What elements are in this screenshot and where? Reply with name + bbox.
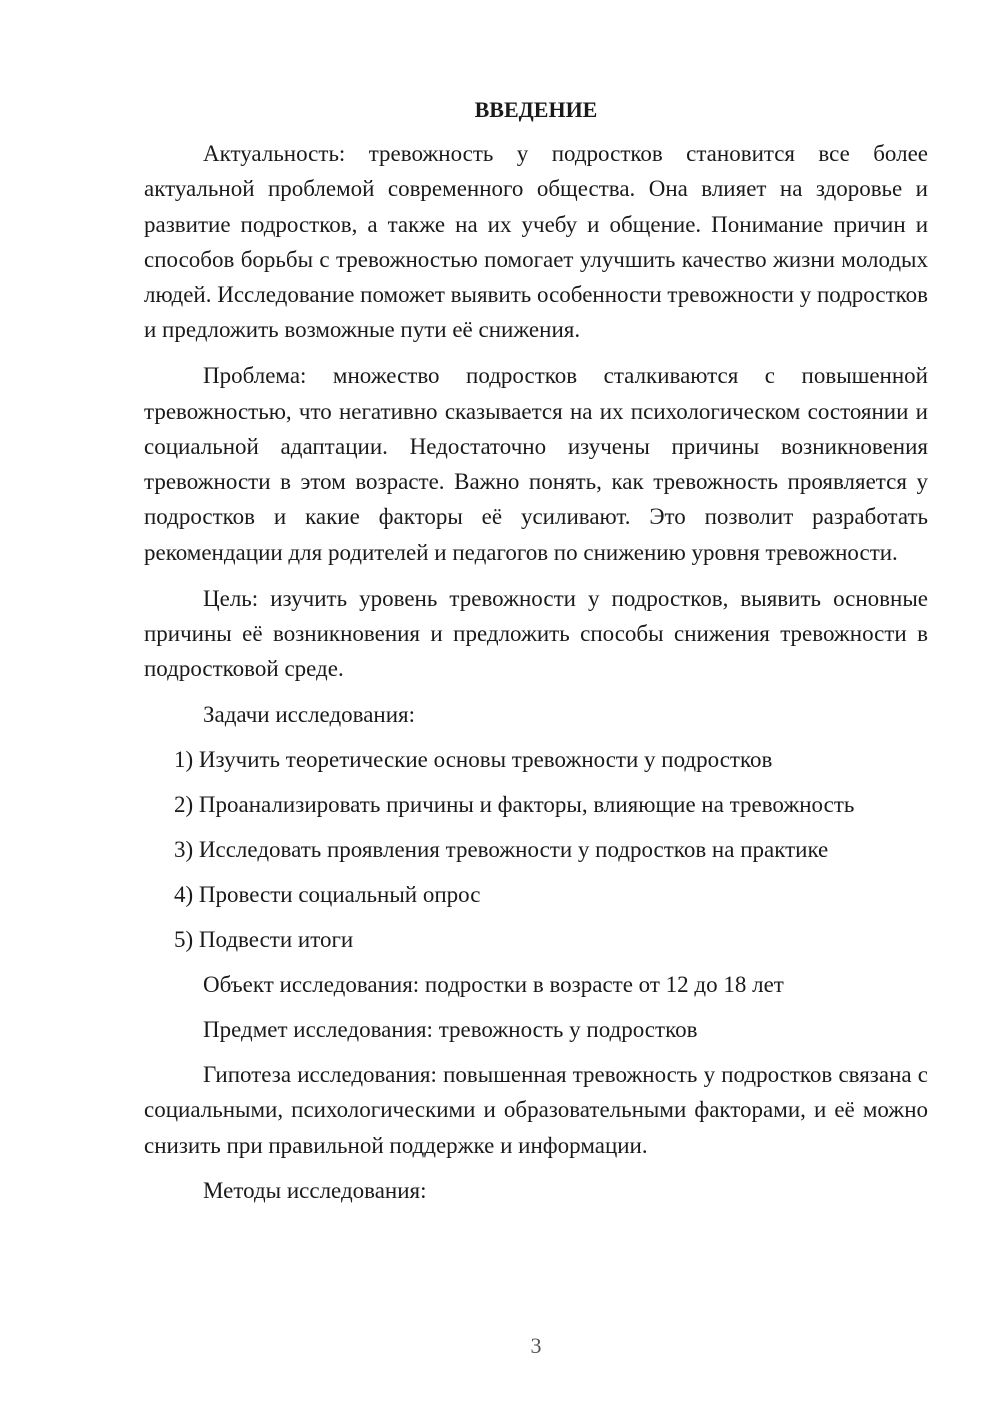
research-subject: Предмет исследования: тревожность у подростков (203, 1016, 698, 1042)
research-object: Объект исследования: подростки в возрасте от 12 до 18 лет (203, 971, 784, 997)
list-item: 5) Подвести итоги (174, 926, 354, 952)
methods-heading: Методы исследования: (203, 1178, 427, 1204)
list-item: 4) Провести социальный опрос (174, 881, 481, 907)
page-content (144, 94, 928, 1218)
page-title: ВВЕДЕНИЕ (474, 97, 598, 122)
relevance-paragraph: Актуальность: тревожность у подростков становится все более актуальной проблемой современного общества. Она влияет на здоровье и развитие подростков, а также на их учебу и общение. Понимание причин и способов борьбы с тревожностью помогает улучшить качество жизни молодых людей. Исследование поможет выявить особенности тревожности у подростков и предложить возможные пути её снижения. (144, 141, 928, 343)
tasks-heading: Задачи исследования: (203, 701, 416, 727)
list-item: 3) Исследовать проявления тревожности у подростков на практике (174, 836, 829, 862)
tasks-list (144, 742, 928, 957)
problem-paragraph: Проблема: множество подростков сталкиваются с повышенной тревожностью, что негативно сказывается на их психологическом состоянии и социальной адаптации. Недостаточно изучены причины возникновения тревожности в этом возрасте. Важно понять, как тревожность проявляется у подростков и какие факторы её усиливают. Это позволит разработать рекомендации для родителей и педагогов по снижению уровня тревожности. (144, 363, 928, 565)
list-item: 1) Изучить теоретические основы тревожности у подростков (174, 746, 773, 772)
list-item: 2) Проанализировать причины и факторы, влияющие на тревожность (174, 791, 855, 817)
page-number: 3 (530, 1333, 542, 1358)
goal-paragraph: Цель: изучить уровень тревожности у подростков, выявить основные причины её возникновения и предложить способы снижения тревожности в подростковой среде. (144, 585, 928, 682)
hypothesis-paragraph: Гипотеза исследования: повышенная тревожность у подростков связана с социальными, психологическими и образовательными факторами, и её можно снизить при правильной поддержке и информации. (144, 1061, 928, 1158)
